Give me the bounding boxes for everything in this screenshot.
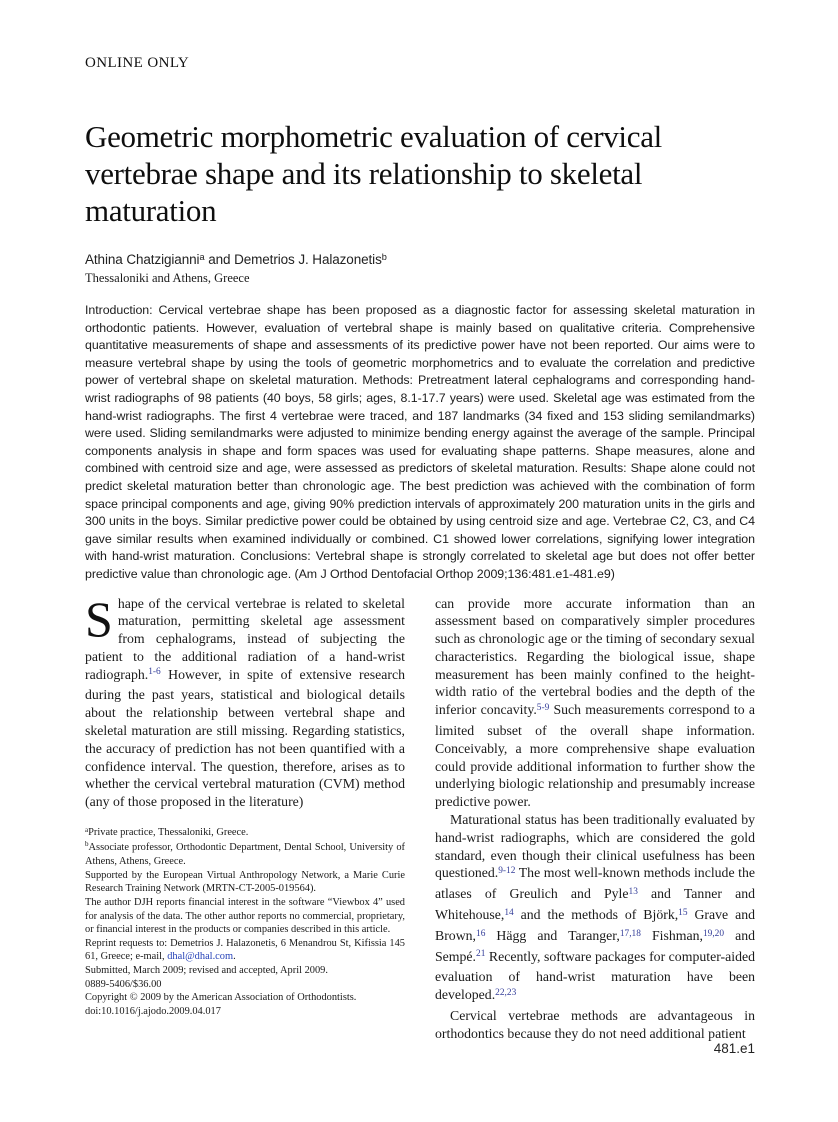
page-title: [85, 118, 755, 229]
reference-superscript: 17,18: [619, 928, 641, 939]
reference-superscript: 13: [628, 887, 638, 898]
reference-superscript: 22,23: [495, 988, 517, 999]
online-only-label: ONLINE ONLY: [85, 55, 190, 71]
footnote-item: doi:10.1016/j.ajodo.2009.04.017: [85, 1005, 221, 1017]
paragraph-text: hape of the cervical vertebrae is related to skeletal maturation, permitting skeletal age assessment from cephalograms, instead of subjecting the patient to the additional radiation of a hand-wrist radiograph.$^{1-6}$ However, in spite of extensive research during the past years, statistical and biological details about the relationship between vertebral shape and skeletal maturation are still missing. Regarding statistics, the accuracy of prediction has not been quantified with a confidence interval. The question, therefore, arises as to whether the cervical vertebral maturation (CVM) method (any of those proposed in the literature): [85, 595, 405, 810]
reference-superscript: 19,20: [702, 928, 725, 939]
title-line: vertebrae shape and its relationship to skeletal: [85, 156, 643, 191]
page-number: 481.e1: [713, 1041, 755, 1056]
body-paragraph: can provide more accurate information than an assessment based on comparatively simpler procedures such as chronologic age or the timing of secondary sexual characteristics. Regarding the biological issue, shape measurement has been mainly confined to the height-width ratio of the vertebral bodies and the depth of the inferior concavity.$^{5-9}$ Such measurements correspond to a limited subset of the overall shape information. Conceivably, a more comprehensive shape evaluation could provide additional information to further show the underlying biologic relationship and presumably increase predictive power.: [435, 595, 755, 810]
right-column: [435, 595, 755, 1043]
reference-superscript: 5-9: [536, 703, 550, 714]
authors-line: Athina Chatzigianni$^a$ and Demetrios J. Halazonetis$^b$: [85, 251, 387, 267]
footnote-item: 0889-5406/$36.00: [85, 978, 162, 990]
affiliation: Thessaloniki and Athens, Greece: [85, 271, 250, 285]
reference-superscript: 15: [678, 907, 688, 918]
footnote-item: Supported by the European Virtual Anthropology Network, a Marie Curie Research Training Network (MRTN-CT-2005-019564).: [85, 869, 405, 895]
body-paragraph: Cervical vertebrae methods are advantageous in orthodontics because they do not need additional patient: [435, 1008, 755, 1041]
body-paragraph: [85, 590, 405, 812]
dropcap-letter: S: [85, 590, 113, 647]
footnote-item: Reprint requests to: Demetrios J. Halazonetis, 6 Menandrou St, Kifissia 145 61, Greece; e-mail, dhal@dhal.com.: [85, 937, 405, 963]
footnotes-block: [85, 826, 405, 1018]
footnote-item: The author DJH reports financial interest in the software “Viewbox 4” used for analysis of the data. The other author reports no commercial, proprietary, or financial interest in the products or companies described in this article.: [85, 897, 405, 936]
footnote-item: Submitted, March 2009; revised and accepted, April 2009.: [85, 965, 328, 976]
email-link[interactable]: dhal@dhal.com: [167, 951, 234, 963]
footnote-item: Copyright © 2009 by the American Association of Orthodontists.: [85, 992, 357, 1004]
reference-superscript: 21: [476, 949, 486, 960]
title-line: Geometric morphometric evaluation of cervical: [85, 119, 662, 154]
footnote-item: $^b$Associate professor, Orthodontic Department, Dental School, University of Athens, Athens, Greece.: [85, 840, 405, 868]
footnote-item: $^a$Private practice, Thessaloniki, Greece.: [85, 825, 249, 839]
body-paragraph: Maturational status has been traditionally evaluated by hand-wrist radiographs, which are considered the gold standard, even though their clinical usefulness has been questioned.$^{9-12}$ The most well-known methods include the atlases of Greulich and Pyle$^{13}$ and Tanner and Whitehouse,$^{14}$ and the methods of Björk,$^{15}$ Grave and Brown,$^{16}$ Hägg and Taranger,$^{17,18}$ Fishman,$^{19,20}$ and Sempé.$^{21}$ Recently, software packages for computer-aided evaluation of hand-wrist maturation have been developed.$^{22,23}$: [435, 812, 755, 1003]
left-column: [85, 590, 405, 1043]
reference-superscript: 14: [504, 907, 514, 918]
reference-superscript: 9-12: [498, 866, 516, 877]
title-line: maturation: [85, 193, 217, 228]
reference-superscript: 16: [476, 928, 486, 939]
article-body: [85, 590, 755, 1043]
abstract-text: Introduction: Cervical vertebrae shape has been proposed as a diagnostic factor for assessing skeletal maturation in orthodontic patients. However, evaluation of vertebral shape is mainly based on qualitative criteria. Comprehensive quantitative measurements of shape and assessments of its predictive power have not been reported. Our aims were to measure vertebral shape by using the tools of geometric morphometrics and to evaluate the correlation and predictive power of vertebral shape on skeletal maturation. Methods: Pretreatment lateral cephalograms and corresponding hand-wrist radiographs of 98 patients (40 boys, 58 girls; ages, 8.1-17.7 years) were used. Skeletal age was estimated from the hand-wrist radiographs. The first 4 vertebrae were traced, and 187 landmarks (34 fixed and 153 sliding semilandmarks) were used. Sliding semilandmarks were adjusted to minimize bending energy against the average of the sample. Principal components analysis in shape and form spaces was used for evaluating shape patterns. Shape measures, alone and combined with centroid size and age, were assessed as predictors of skeletal maturation. Results: Shape alone could not predict skeletal maturation better than chronologic age. The best prediction was achieved with the combination of form space principal components and age, giving 90% prediction intervals of approximately 200 maturation units in the girls and 300 units in the boys. Similar predictive power could be obtained by using centroid size and age. Vertebrae C2, C3, and C4 gave similar results when examined individually or combined. C1 showed lower correlations, signifying lower integration with hand-wrist maturation. Conclusions: Vertebral shape is strongly correlated to skeletal age but does not offer better predictive value than chronologic age. (Am J Orthod Dentofacial Orthop 2009;136:481.e1-481.e9): [85, 303, 755, 581]
reference-superscript: 1-6: [148, 667, 161, 678]
